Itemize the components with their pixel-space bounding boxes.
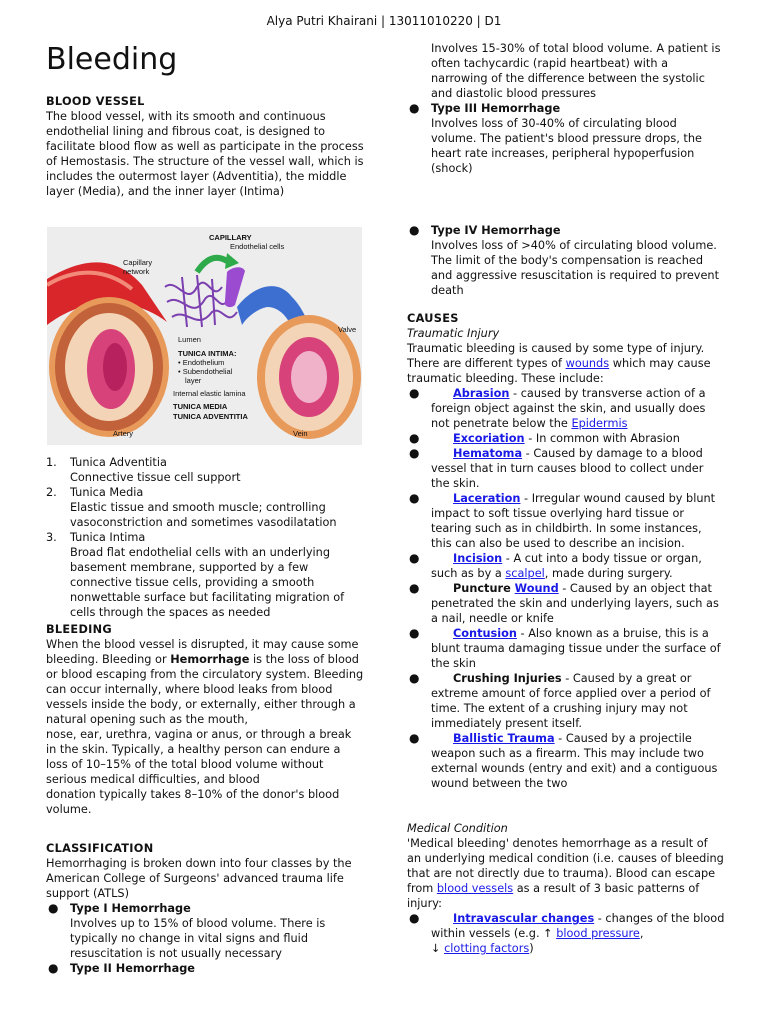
type4-list bbox=[407, 223, 725, 298]
bleeding-text-2: nose, ear, urethra, vagina or anus, or through a break in the skin. Typically, a healthy person can endure a loss of 10–15% of the total blood volume without serious medical difficulties, and blood bbox=[46, 728, 352, 786]
bullet-icon: ● bbox=[409, 911, 420, 925]
bullet-icon: ● bbox=[409, 386, 420, 400]
wound-link[interactable]: Wound bbox=[514, 582, 559, 595]
hemorrhage-term: Hemorrhage bbox=[170, 653, 250, 666]
bullet-icon: ● bbox=[48, 901, 59, 915]
excoriation-link[interactable]: Excoriation bbox=[453, 432, 525, 445]
hemorrhage-types-list bbox=[46, 901, 364, 976]
item-text: - Caused by an object that penetrated the skin and underlying layers, such as a nail, needle or knife bbox=[431, 582, 719, 625]
layer-name: Tunica Intima bbox=[70, 531, 146, 544]
medical-text bbox=[407, 836, 725, 911]
blood-vessel-section bbox=[46, 94, 364, 199]
type-name: Type I Hemorrhage bbox=[70, 902, 191, 915]
type-name: Type III Hemorrhage bbox=[431, 102, 561, 115]
incision-link[interactable]: Incision bbox=[453, 552, 503, 565]
bullet-icon: ● bbox=[409, 581, 420, 595]
clotting-factors-link[interactable]: clotting factors bbox=[444, 942, 530, 955]
label-subendothelial: • Subendothelial bbox=[178, 367, 233, 376]
classification-heading: CLASSIFICATION bbox=[46, 842, 154, 855]
layer-desc: Broad flat endothelial cells with an underlying basement membrane, supported by a few connective tissue cells, providing a smooth nonwettable surface but facilitating migration of cells through the spaces as needed bbox=[70, 546, 345, 619]
bleeding-text-3: donation typically takes 8–10% of the donor's blood volume. bbox=[46, 788, 340, 816]
ballistic-trauma-link[interactable]: Ballistic Trauma bbox=[453, 732, 555, 745]
list-number: 2. bbox=[46, 486, 57, 499]
item-text: - caused by transverse action of a foreign object against the skin, and usually does not penetrate below the bbox=[431, 387, 706, 430]
type-name: Type IV Hemorrhage bbox=[431, 224, 561, 237]
label-endothelial: Endothelial cells bbox=[230, 242, 285, 251]
list-item bbox=[407, 671, 725, 731]
bleeding-text bbox=[46, 637, 364, 727]
traumatic-subheading: Traumatic Injury bbox=[407, 327, 500, 340]
list-item bbox=[407, 911, 725, 956]
item-text: , bbox=[639, 927, 644, 940]
bleeding-section bbox=[46, 622, 364, 817]
label-tunica-media: TUNICA MEDIA bbox=[173, 402, 228, 411]
medical-subheading: Medical Condition bbox=[407, 822, 508, 835]
item-text: - In common with Abrasion bbox=[524, 432, 680, 445]
classification-section bbox=[46, 841, 364, 976]
item-text: - Caused by damage to a blood vessel that in turn causes blood to collect under the skin. bbox=[431, 447, 704, 490]
label-capillary-network-1: Capillary bbox=[123, 258, 153, 267]
type2-desc: Involves 15-30% of total blood volume. A patient is often tachycardic (rapid heartbeat) with a narrowing of the difference between the systolic and diastolic blood pressures bbox=[431, 42, 721, 100]
label-valve: Valve bbox=[338, 325, 357, 334]
list-item bbox=[407, 581, 725, 626]
bullet-icon: ● bbox=[409, 446, 420, 460]
intro-text: which may cause traumatic bleeding. These include: bbox=[407, 357, 711, 385]
bullet-icon: ● bbox=[409, 491, 420, 505]
type-desc: Involves loss of >40% of circulating blood volume. The limit of the body's compensation is reached and aggressive resuscitation is required to prevent death bbox=[431, 239, 720, 297]
medical-text-part: 'Medical bleeding' denotes hemorrhage as a result of an underlying medical condition (i.e. causes of bleeding that are not directly due to trauma). Blood can escape from bbox=[407, 837, 724, 895]
bullet-icon: ● bbox=[409, 223, 420, 237]
item-text: ) bbox=[529, 942, 534, 955]
page-title: Bleeding bbox=[46, 42, 178, 77]
bullet-icon: ● bbox=[409, 551, 420, 565]
medical-condition-section bbox=[407, 821, 725, 956]
label-layer: layer bbox=[185, 376, 202, 385]
blood-vessel-text: The blood vessel, with its smooth and continuous endothelial lining and fibrous coat, is designed to facilitate blood flow as well as participate in the process of Hemostasis. The structure of the vessel wall, which is includes the outermost layer (Adventitia), the middle layer (Media), and the inner layer (Intima) bbox=[46, 110, 364, 198]
item-text: - Caused by a projectile weapon such as a firearm. This may include two external wounds (entry and exit) and a contiguous wound between the two bbox=[431, 732, 718, 790]
item-bold: Puncture bbox=[453, 582, 515, 595]
list-item bbox=[407, 223, 725, 298]
label-tunica-intima: TUNICA INTIMA: bbox=[178, 349, 237, 358]
blood-vessels-link[interactable]: blood vessels bbox=[436, 882, 514, 895]
bullet-icon: ● bbox=[409, 101, 420, 115]
bleeding-heading: BLEEDING bbox=[46, 623, 112, 636]
list-item bbox=[46, 901, 364, 961]
bleeding-text-part: When the blood vessel is disrupted, it may cause some bleeding. Bleeding or bbox=[46, 638, 359, 666]
hematoma-link[interactable]: Hematoma bbox=[453, 447, 523, 460]
epidermis-link[interactable]: Epidermis bbox=[571, 417, 628, 430]
type-name: Type II Hemorrhage bbox=[70, 962, 195, 975]
list-item bbox=[407, 626, 725, 671]
intro-text: Traumatic bleeding is caused by some type of injury. There are different types of bbox=[407, 342, 705, 370]
blood-vessel-diagram bbox=[47, 227, 362, 445]
item-text: - A cut into a body tissue or organ, such as by a bbox=[431, 552, 702, 580]
list-item bbox=[407, 446, 725, 491]
blood-pressure-link[interactable]: blood pressure bbox=[556, 927, 640, 940]
layers-list-section bbox=[46, 455, 364, 620]
item-text: - Irregular wound caused by blunt impact to soft tissue overlying hard tissue or tearing such as in childbirth. In some instances, this can also be used to describe an incision. bbox=[431, 492, 716, 550]
label-capillary: CAPILLARY bbox=[209, 233, 252, 242]
list-item bbox=[407, 101, 725, 176]
contusion-link[interactable]: Contusion bbox=[453, 627, 517, 640]
list-item bbox=[407, 491, 725, 551]
intravascular-link[interactable]: Intravascular changes bbox=[453, 912, 595, 925]
layer-desc: Elastic tissue and smooth muscle; controlling vasoconstriction and sometimes vasodilatation bbox=[70, 501, 337, 529]
type3-block bbox=[407, 101, 725, 176]
item-text: - changes of the blood within vessels (e.g. ↑ bbox=[431, 912, 725, 940]
item-text: , made during surgery. bbox=[544, 567, 673, 580]
wounds-link[interactable]: wounds bbox=[565, 357, 610, 370]
label-tunica-adventitia: TUNICA ADVENTITIA bbox=[173, 412, 248, 421]
bullet-icon: ● bbox=[409, 626, 420, 640]
traumatic-intro bbox=[407, 341, 725, 386]
type4-block bbox=[407, 223, 725, 298]
list-item bbox=[407, 551, 725, 581]
abrasion-link[interactable]: Abrasion bbox=[453, 387, 510, 400]
type3-list bbox=[407, 101, 725, 176]
label-vein: Vein bbox=[293, 429, 308, 438]
classification-text: Hemorrhaging is broken down into four classes by the American College of Surgeons' advanced trauma life support (ATLS) bbox=[46, 857, 352, 900]
layer-name: Tunica Adventitia bbox=[70, 456, 167, 469]
causes-heading: CAUSES bbox=[407, 312, 459, 325]
medical-text-part: as a result of 3 basic patterns of injury: bbox=[407, 882, 700, 910]
blood-vessel-heading: BLOOD VESSEL bbox=[46, 95, 145, 108]
list-number: 1. bbox=[46, 456, 57, 469]
type2-desc-block bbox=[431, 41, 725, 101]
list-item bbox=[407, 386, 725, 431]
item-text: - Also known as a bruise, this is a blunt trauma damaging tissue under the surface of the skin bbox=[431, 627, 721, 670]
bullet-icon: ● bbox=[409, 431, 420, 445]
page-header: Alya Putri Khairani | 13011010220 | D1 bbox=[266, 14, 502, 28]
layer-desc: Connective tissue cell support bbox=[70, 471, 241, 484]
label-capillary-network-2: network bbox=[123, 267, 150, 276]
injury-patterns-list bbox=[407, 911, 725, 956]
item-text: - Caused by a great or extreme amount of force applied over a period of time. The extent of a crushing injury may not immediately present itself. bbox=[431, 672, 711, 730]
item-bold: Crushing Injuries bbox=[453, 672, 562, 685]
list-item bbox=[46, 455, 364, 485]
list-item bbox=[46, 961, 364, 976]
bullet-icon: ● bbox=[409, 671, 420, 685]
list-item bbox=[407, 431, 725, 446]
causes-section bbox=[407, 311, 725, 791]
type-desc: Involves loss of 30-40% of circulating blood volume. The patient's blood pressure drops, the heart rate increases, peripheral hypoperfusion (shock) bbox=[431, 117, 702, 175]
laceration-link[interactable]: Laceration bbox=[453, 492, 521, 505]
list-item bbox=[46, 530, 364, 620]
type-desc: Involves up to 15% of blood volume. There is typically no change in vital signs and fluid resuscitation is not usually necessary bbox=[70, 917, 326, 960]
scalpel-link[interactable]: scalpel bbox=[505, 567, 545, 580]
label-elastic-lamina: Internal elastic lamina bbox=[173, 389, 246, 398]
layers-list bbox=[46, 455, 364, 620]
item-text: ↓ bbox=[431, 942, 445, 955]
bleeding-text-part: is the loss of blood or blood escaping from the circulatory system. Bleeding can occur internally, where blood leaks from blood vessels inside the body, or externally, either through a natural opening such as the mouth, bbox=[46, 653, 364, 726]
label-artery: Artery bbox=[113, 429, 134, 438]
bullet-icon: ● bbox=[48, 961, 59, 975]
list-item bbox=[46, 485, 364, 530]
list-item bbox=[407, 731, 725, 791]
label-endothelium: • Endothelium bbox=[178, 358, 225, 367]
list-number: 3. bbox=[46, 531, 57, 544]
layer-name: Tunica Media bbox=[70, 486, 144, 499]
vessel-illustration bbox=[47, 227, 362, 445]
injury-types-list bbox=[407, 386, 725, 791]
label-lumen: Lumen bbox=[178, 335, 201, 344]
bullet-icon: ● bbox=[409, 731, 420, 745]
